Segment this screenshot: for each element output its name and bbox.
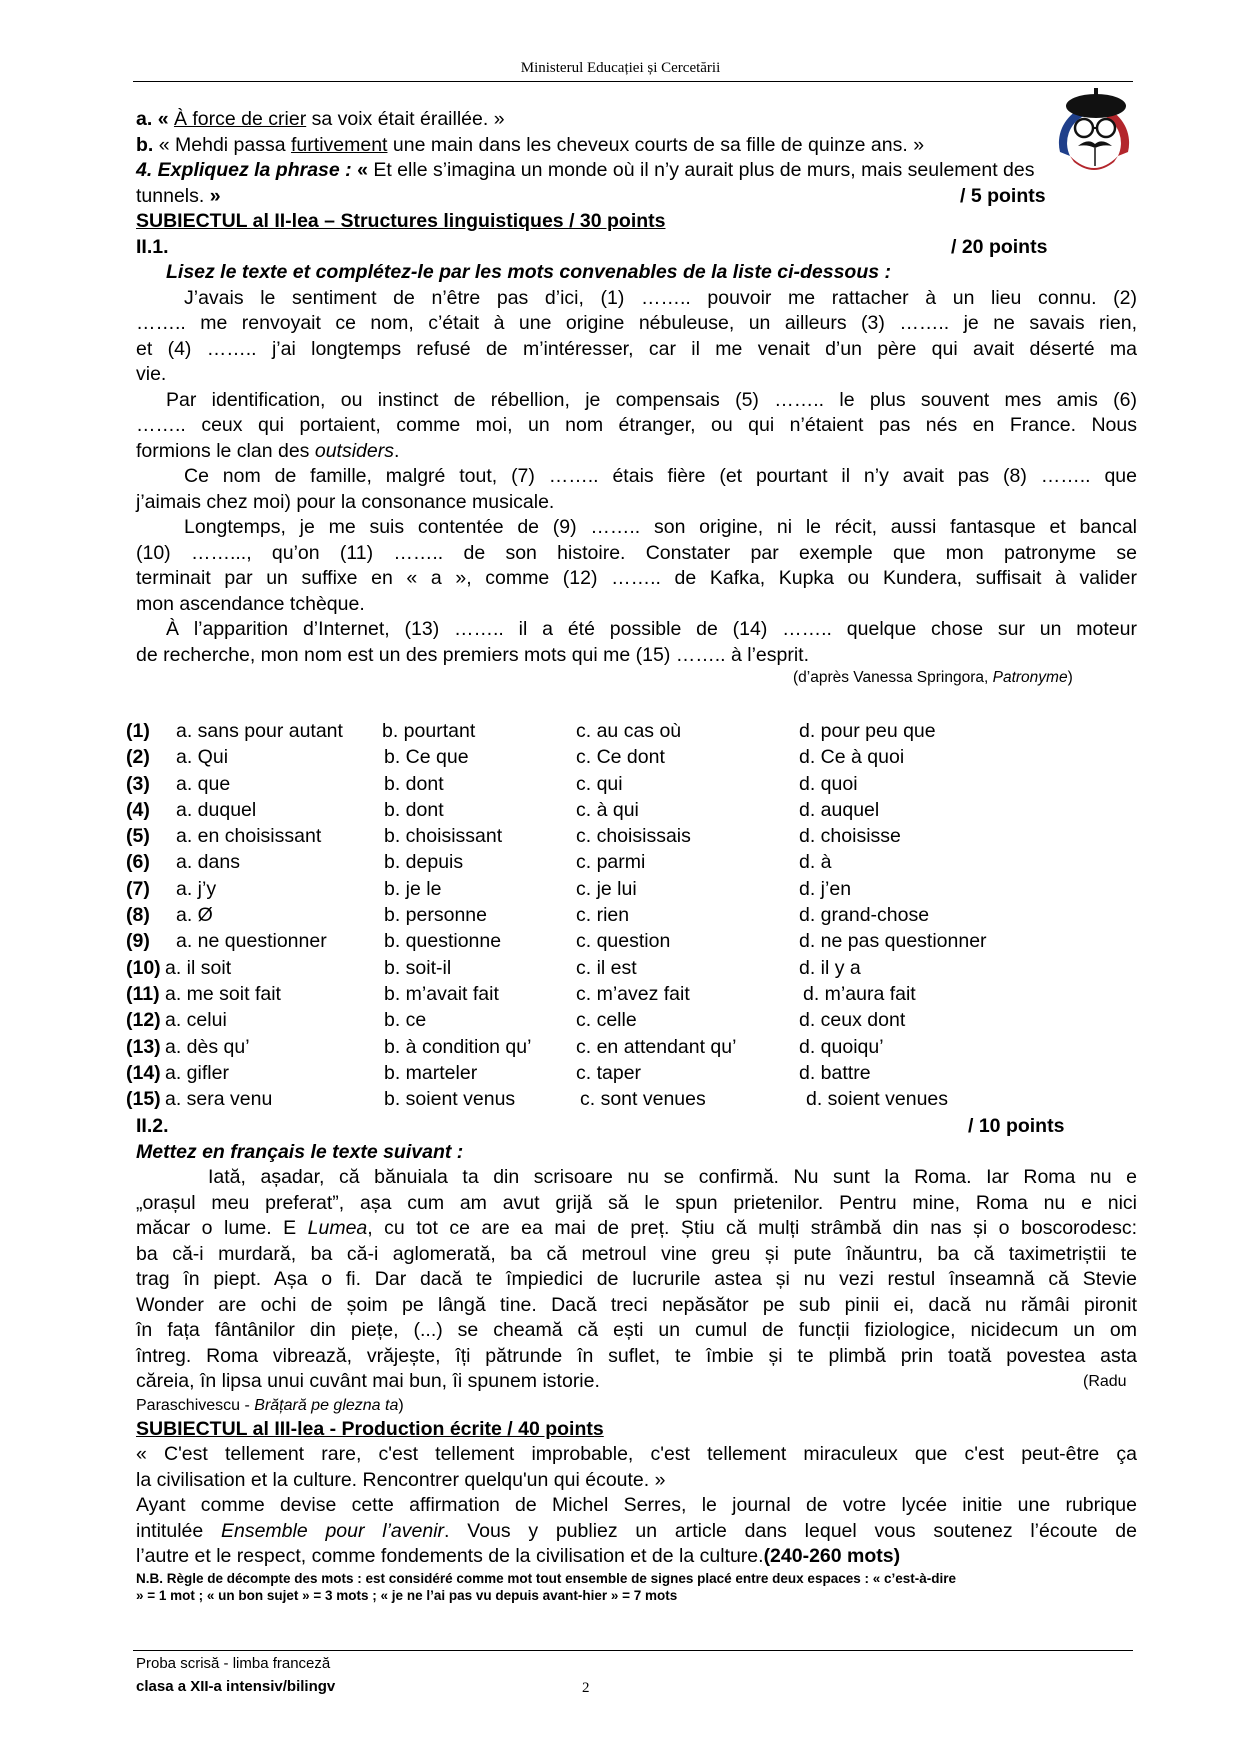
nb-note: N.B. Règle de décompte des mots : est considéré comme mot tout ensemble de signes placé entre deux espaces : « c’est-à-dire » = 1 mot ; « un bon sujet » = 3 mots ; « je ne l’ai pas vu depuis avant-hier » = 7 mots xyxy=(136,1570,957,1603)
option-a: a. sera venu xyxy=(165,1088,273,1111)
option-d: d. ceux dont xyxy=(799,1009,906,1032)
option-a: a. dans xyxy=(176,851,240,874)
option-c: c. il est xyxy=(576,956,637,979)
text-line: (10) ……..., qu’on (11) …….. de son histoire. Constater par exemple que mon patronyme se xyxy=(136,541,1137,564)
option-d: d. pour peu que xyxy=(799,720,936,742)
option-d: d. battre xyxy=(799,1061,871,1084)
ii2-section xyxy=(136,1114,1216,1604)
option-c: c. celle xyxy=(576,1009,637,1032)
ii1-source: (d’après Vanessa Springora, Patronyme) xyxy=(793,669,1073,686)
item-b: b. « Mehdi passa furtivement une main dans les cheveux courts de sa fille de quinze ans. » xyxy=(136,133,925,156)
option-c: c. rien xyxy=(576,904,630,927)
option-c: c. question xyxy=(576,930,671,953)
text-line: j’aimais chez moi) pour la consonance musicale. xyxy=(136,490,555,513)
option-c: c. au cas où xyxy=(576,720,682,742)
ii2-source: Paraschivescu - Brățară pe glezna ta) xyxy=(136,1396,404,1414)
option-c: c. je lui xyxy=(576,877,637,900)
option-c: c. en attendant qu’ xyxy=(576,1035,737,1058)
option-b: b. choisissant xyxy=(384,825,503,848)
option-b: b. ce xyxy=(384,1009,427,1032)
exam-page: Ministerul Educației și Cercetării a. « À force de crier sa voix était éraillée. » b. « Mehdi passa furtivement une main dans les cheveux courts de sa fille de quinze ans. » 4. Expliquez la phrase : « Et elle s’imagina un monde où il n’y aurait plus de murs, mais seulement des tunnels. » / 5 points SUBIECTUL al II-lea – Structures linguistiques / 30 points II.1. / 20 points Lisez le texte et complétez-le par les mots convenables de la liste ci-dessous : J’avais le sentiment de n’être pas d’ici, (1) …….. pouvoir me rattacher à un lieu connu. (2) …….. me renvoyait ce nom, c’était à une origine nébuleuse, un ailleurs (3) …….. je ne savais rien, et (4) …….. j’ai longtemps refusé de m’intéresser, car il me venait d’un père qui avait déserté ma vie. Par identification, ou instinct de rébellion, je compensais (5) …….. le plus souvent mes amis (6) …….. ceux qui portaient, comme moi, un nom étranger, ou qui n’étaient pas nés en France. Nous formions le clan des outsiders. Ce nom de famille, malgré tout, (7) …….. étais fière (et pourtant il n’y avait pas (8) …….. que j’aimais chez moi) pour la consonance musicale. Longtemps, je me suis contentée de (9) …….. son origine, ni le récit, aussi fantasque et bancal (10) ……..., qu’on (11) …….. de son histoire. Constater par exemple que mon patronyme se terminait par un suffixe en « a », comme (12) …….. de Kafka, Kupka ou Kundera, suffisait à valider mon ascendance tchèque. À l’apparition d’Internet, (13) …….. il a été possible de (14) …….. quelque chose sur un moteur de recherche, mon nom est un des premiers mots qui me (15) …….. à l’esprit. (d’après Vanessa Springora, Patronyme) (1) a. sans pour autant b. pourtant c. au cas où d. pour peu que (2) a. Qui b. Ce que c. Ce dont d. Ce à quoi (3) a. que b. dont c. qui d. quoi (4) a. duquel b. dont c. à qui d. auquel (5) a. en choisissant b. choisissant c. choisissais d. choisisse (6) a. dans b. depuis c. parmi d. à (7) a. j’y b. je le c. je lui d. j’en (8) a. Ø b. personne c. rien d. grand-chose (9) a. ne questionner b. questionne c. question d. ne pas questionner (10) a. il soit b. soit-il c. il est d. il y a (11) a. me soit fait b. m’avait fait c. m’avez fait d. m’aura fait (12) a. celui b. ce c. celle d. ceux dont (13) a. dès qu’ b. à condition qu’ c. en attendant qu’ d. quoiqu’ (14) a. gifler b. marteler c. taper d. battre (15) a. sera venu b. soient venus c. sont venues d. soient venues II.2. / 10 points Mettez en français le texte suivant : Iată, așadar, că bănuiala ta din scrisoare nu se confirmă. Nu sunt la Roma. Iar Roma nu e „orașul meu preferat”, așa cum am avut grijă să le spun prietenilor. Pentru mine, Roma nu e nici măcar o lume. E Lumea, cu tot ce are ea mai de preț. Știu că mulți strâmbă din nas și o boscorodesc: ba că-i murdară, ba că-i aglomerată, ba că metroul vine greu și pute înăuntru, ba că taximetriștii te trag în piept. Așa o fi. Dar dacă te împiedici de lucrurile astea și nu vezi restul înseamnă că Stevie Wonder are ochi de șoim pe lângă tine. Dacă treci nepăsător pe sub pinii ei, dacă nu rămâi pironit în fața fântânilor din piețe, (...) se cheamă că ești un cumul de funcții fiziologice, nicidecum un om întreg. Roma vibrează, vrăjește, îți pătrunde în suflet, te îmbie și te plimbă prin toată povestea asta căreia, în lipsa unui cuvânt mai bun, îi spunem istorie. (Radu Paraschivescu - Brățară pe glezna ta) SUBIECTUL al III-lea - Production écrite / 40 points « C'est tellement rare, c'est tellement improbable, c'est tellement miraculeux que c'est peut-être ça la civilisation et la culture. Rencontrer quelqu'un qui écoute. » Ayant comme devise cette affirmation de Michel Serres, le journal de votre lycée initie une rubrique intitulée Ensemble pour l’avenir. Vous y publiez un article dans lequel vous soutenez l’écoute de l’autre et le respect, comme fondements de la civilisation et de la culture.(240-260 mots) N.B. Règle de décompte des mots : est considéré comme mot tout ensemble de signes placé entre deux espaces : « c’est-à-dire » = 1 mot ; « un bon sujet » = 3 mots ; « je ne l’ai pas vu depuis avant-hier » = 7 mots Proba scrisă - limba franceză clasa a XII-a intensiv/bilingv 2 xyxy=(0,0,1241,1755)
ii1-header: II.1. / 20 points xyxy=(136,235,1216,261)
text-line: vie. xyxy=(136,363,167,385)
option-c: c. choisissais xyxy=(576,825,691,848)
option-b: b. dont xyxy=(384,772,444,795)
option-d: d. m’aura fait xyxy=(803,982,916,1005)
ro-text-line: trag în piept. Așa o fi. Dar dacă te împiedici de lucrurile astea și nu vezi restul înseamnă că Stevie xyxy=(136,1268,1137,1290)
ii2-points: / 10 points xyxy=(968,1115,1065,1137)
header-rule xyxy=(133,81,1133,82)
option-c: c. qui xyxy=(576,772,623,795)
option-b: b. depuis xyxy=(384,851,464,874)
ii2-header: II.2. / 10 points xyxy=(136,1114,1216,1140)
option-a: a. Qui xyxy=(176,746,229,769)
subject-2-title: SUBIECTUL al II-lea – Structures linguistiques / 30 points xyxy=(136,210,666,232)
option-a: a. me soit fait xyxy=(165,982,281,1005)
ro-text-line: măcar o lume. E Lumea, cu tot ce are ea mai de preț. Știu că mulți strâmbă din nas și o boscorodesc: xyxy=(136,1217,1137,1239)
question-4: 4. Expliquez la phrase : « Et elle s’imagina un monde où il n’y aurait plus de murs, mais seulement des xyxy=(136,159,1035,181)
subject-3-title: SUBIECTUL al III-lea - Production écrite / 40 points xyxy=(136,1417,604,1440)
ii2-instruction: Mettez en français le texte suivant : xyxy=(136,1140,464,1163)
text-line: …….. me renvoyait ce nom, c’était à une origine nébuleuse, un ailleurs (3) …….. je ne savais rien, xyxy=(136,312,1137,334)
option-b: b. soit-il xyxy=(384,956,452,979)
item-a: a. « À force de crier sa voix était éraillée. » xyxy=(136,108,505,130)
option-b: b. pourtant xyxy=(382,720,476,742)
option-d: d. auquel xyxy=(799,798,880,821)
document-body xyxy=(136,107,1216,688)
option-a: a. celui xyxy=(165,1009,227,1032)
option-a: a. j’y xyxy=(176,877,217,900)
option-a: a. ne questionner xyxy=(176,930,327,953)
option-d: d. il y a xyxy=(799,956,861,979)
ro-text-line: întreg. Roma vibrează, vrăjește, îți pătrunde în suflet, te îmbie și te plimbă prin toată povestea asta xyxy=(136,1344,1137,1367)
q4-points: / 5 points xyxy=(960,184,1046,207)
ro-text-line: căreia, în lipsa unui cuvânt mai bun, îi spunem istorie. (Radu xyxy=(136,1370,1127,1392)
ii1-points: / 20 points xyxy=(951,235,1048,258)
option-b: b. personne xyxy=(384,904,487,927)
option-a: a. dès qu’ xyxy=(165,1035,250,1058)
quote-line: « C'est tellement rare, c'est tellement improbable, c'est tellement miraculeux que c'est peut-être ça xyxy=(136,1443,1137,1465)
option-c: c. sont venues xyxy=(580,1088,706,1111)
text-line: et (4) …….. j’ai longtemps refusé de m’intéresser, car il me venait d’un père qui avait déserté ma xyxy=(136,337,1137,360)
option-d: d. à xyxy=(799,851,832,874)
ii1-instruction: Lisez le texte et complétez-le par les mots convenables de la liste ci-dessous : xyxy=(166,261,892,283)
text-line: À l’apparition d’Internet, (13) …….. il a été possible de (14) …….. quelque chose sur un moteur xyxy=(166,618,1137,640)
text-line: Ce nom de famille, malgré tout, (7) …….. étais fière (et pourtant il n’y avait pas (8) …….. que xyxy=(184,465,1137,487)
task-line: l’autre et le respect, comme fondements de la civilisation et de la culture.(240-260 mots) xyxy=(136,1545,901,1567)
option-b: b. à condition qu’ xyxy=(384,1035,532,1058)
option-d: d. choisisse xyxy=(799,825,901,848)
option-a: a. duquel xyxy=(176,798,257,821)
text-line: mon ascendance tchèque. xyxy=(136,592,365,615)
text-line: J’avais le sentiment de n’être pas d’ici, (1) …….. pouvoir me rattacher à un lieu connu. (2) xyxy=(184,286,1137,309)
task-line: Ayant comme devise cette affirmation de Michel Serres, le journal de votre lycée initie une rubrique xyxy=(136,1494,1137,1516)
page-number: 2 xyxy=(582,1680,590,1696)
task-line: intitulée Ensemble pour l’avenir. Vous y publiez un article dans lequel vous soutenez l’écoute de xyxy=(136,1519,1137,1542)
option-b: b. m’avait fait xyxy=(384,982,499,1005)
option-a: a. Ø xyxy=(176,904,213,927)
option-d: d. quoiqu’ xyxy=(799,1035,884,1058)
text-line: Longtemps, je me suis contentée de (9) …….. son origine, ni le récit, aussi fantasque et bancal xyxy=(184,516,1137,538)
option-a: a. que xyxy=(176,772,231,795)
option-d: d. ne pas questionner xyxy=(799,930,987,953)
option-d: d. grand-chose xyxy=(799,904,930,927)
option-b: b. questionne xyxy=(384,930,502,953)
underlined-phrase: À force de crier xyxy=(173,108,307,130)
underlined-word: furtivement xyxy=(291,133,388,156)
option-c: c. parmi xyxy=(576,851,646,874)
option-a: a. en choisissant xyxy=(176,825,322,848)
footer-rule xyxy=(133,1650,1133,1651)
option-d: d. Ce à quoi xyxy=(799,746,905,769)
word-count: (240-260 mots) xyxy=(763,1545,901,1567)
option-d: d. soient venues xyxy=(806,1088,949,1111)
option-b: b. marteler xyxy=(384,1061,478,1084)
option-b: b. dont xyxy=(384,798,444,821)
option-a: a. sans pour autant xyxy=(176,720,343,742)
option-b: b. Ce que xyxy=(384,746,469,769)
footer-exam-name: Proba scrisă - limba franceză xyxy=(136,1655,331,1672)
option-c: c. Ce dont xyxy=(576,746,665,769)
footer-class: clasa a XII-a intensiv/bilingv xyxy=(136,1678,336,1695)
quote-line: la civilisation et la culture. Rencontrer quelqu'un qui écoute. » xyxy=(136,1468,666,1491)
ro-text-line: în fața fântânilor din piețe, (...) se cheamă că ești un cumul de funcții fiziologice, nicidecum un om xyxy=(136,1319,1137,1341)
ministry-header: Ministerul Educației și Cercetării xyxy=(520,60,721,76)
option-a: a. gifler xyxy=(165,1061,229,1084)
ro-text-line: Iată, așadar, că bănuiala ta din scrisoare nu se confirmă. Nu sunt la Roma. Iar Roma nu e xyxy=(208,1166,1137,1188)
ro-text-line: „orașul meu preferat”, așa cum am avut grijă să le spun prietenilor. Pentru mine, Roma nu e nici xyxy=(136,1191,1137,1214)
text-line: formions le clan des outsiders. xyxy=(136,439,400,462)
option-c: c. taper xyxy=(576,1061,642,1084)
option-d: d. j’en xyxy=(799,877,852,900)
option-b: b. je le xyxy=(384,877,442,900)
option-c: c. à qui xyxy=(576,798,639,821)
text-line: de recherche, mon nom est un des premiers mots qui me (15) …….. à l’esprit. xyxy=(136,643,810,666)
option-d: d. quoi xyxy=(799,772,858,795)
option-c: c. m’avez fait xyxy=(576,982,690,1005)
ro-text-line: ba că-i murdară, ba că-i aglomerată, ba că metroul vine greu și pute înăuntru, ba că taximetriștii te xyxy=(136,1242,1137,1265)
ro-text-line: Wonder are ochi de șoim pe lângă tine. Dacă treci nepăsător pe sub pinii ei, dacă nu rămâi pironit xyxy=(136,1293,1137,1316)
option-b: b. soient venus xyxy=(384,1088,516,1111)
text-line: …….. ceux qui portaient, comme moi, un nom étranger, ou qui n’étaient pas nés en France. Nous xyxy=(136,414,1137,436)
option-a: a. il soit xyxy=(165,956,232,979)
text-line: terminait par un suffixe en « a », comme (12) …….. de Kafka, Kupka ou Kundera, suffisait à valider xyxy=(136,567,1137,589)
text-line: Par identification, ou instinct de rébellion, je compensais (5) …….. le plus souvent mes amis (6) xyxy=(166,388,1137,411)
question-4-cont: tunnels. » / 5 points xyxy=(136,184,1216,210)
